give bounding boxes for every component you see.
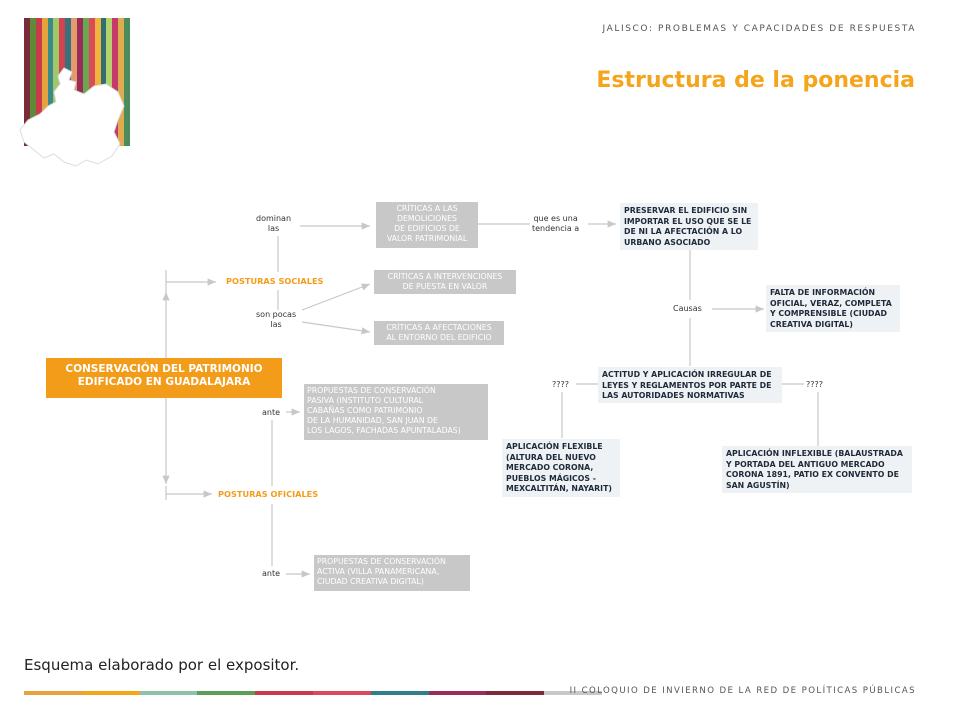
preservar-box: PRESERVAR EL EDIFICIO SIN IMPORTAR EL USO QUE SE LE DE NI LA AFECTACIÓN A LO URBANO ASOCIADO <box>620 203 758 250</box>
footer-bar-segment <box>486 691 544 695</box>
caption: Esquema elaborado por el expositor. <box>24 656 300 674</box>
footer-bar-segment <box>371 691 429 695</box>
footer-bar-segment <box>255 691 313 695</box>
header-title: JALISCO: PROBLEMAS Y CAPACIDADES DE RESPUESTA <box>602 24 916 34</box>
label-ante-1: ante <box>262 408 281 417</box>
label-son-pocas: son pocas las <box>256 310 297 329</box>
footer-bar-segment <box>140 691 198 695</box>
main-node-label: CONSERVACIÓN DEL PATRIMONIO EDIFICADO EN GUADALAJARA <box>65 363 263 388</box>
propuestas-pasiva-box: PROPUESTAS DE CONSERVACIÓN PASIVA (INSTITUTO CULTURAL CABAÑAS COMO PATRIMONIO DE LA HUMANIDAD, SAN JUAN DE LOS LAGOS, FACHADAS APUNTALADAS) <box>304 384 488 440</box>
criticas-intervenciones-box: CRÍTICAS A INTERVENCIONES DE PUESTA EN VALOR <box>374 270 516 294</box>
page-title: Estructura de la ponencia <box>596 68 915 93</box>
label-question-1: ???? <box>552 380 569 389</box>
label-dominan: dominan las <box>256 214 292 233</box>
label-tendencia: que es una tendencia a <box>532 214 580 233</box>
actitud-box: ACTITUD Y APLICACIÓN IRREGULAR DE LEYES Y REGLAMENTOS POR PARTE DE LAS AUTORIDADES NORMATIVAS <box>598 367 782 403</box>
main-node <box>46 358 282 398</box>
criticas-demoliciones-box: CRÍTICAS A LAS DEMOLICIONES DE EDIFICIOS DE VALOR PATRIMONIAL <box>376 202 478 248</box>
footer-bar-segment <box>313 691 371 695</box>
criticas-afectaciones-box: CRÍTICAS A AFECTACIONES AL ENTORNO DEL EDIFICIO <box>374 321 504 345</box>
posturas-sociales-label: POSTURAS SOCIALES <box>226 276 324 286</box>
aplicacion-inflexible-box: APLICACIÓN INFLEXIBLE (BALAUSTRADA Y PORTADA DEL ANTIGUO MERCADO CORONA 1891, PATIO EX CONVENTO DE SAN AGUSTÍN) <box>722 446 912 493</box>
falta-informacion-box: FALTA DE INFORMACIÓN OFICIAL, VERAZ, COMPLETA Y COMPRENSIBLE (CIUDAD CREATIVA DIGITAL) <box>766 285 900 332</box>
footer-bar-segment <box>82 691 140 695</box>
footer-bar-segment <box>429 691 487 695</box>
label-causas: Causas <box>673 304 702 313</box>
propuestas-activa-box: PROPUESTAS DE CONSERVACIÓN ACTIVA (VILLA PANAMERICANA, CIUDAD CREATIVA DIGITAL) <box>314 555 470 591</box>
footer-color-bar <box>24 691 602 695</box>
aplicacion-flexible-box: APLICACIÓN FLEXIBLE (ALTURA DEL NUEVO MERCADO CORONA, PUEBLOS MÁGICOS - MEXCALTITÁN, NAYARIT) <box>502 439 620 497</box>
footer-bar-segment <box>197 691 255 695</box>
footer-bar-segment <box>24 691 82 695</box>
posturas-oficiales-label: POSTURAS OFICIALES <box>218 489 319 499</box>
label-question-2: ???? <box>806 380 823 389</box>
footer-text: II COLOQUIO DE INVIERNO DE LA RED DE POLÍTICAS PÚBLICAS <box>569 686 916 696</box>
label-ante-2: ante <box>262 569 281 578</box>
